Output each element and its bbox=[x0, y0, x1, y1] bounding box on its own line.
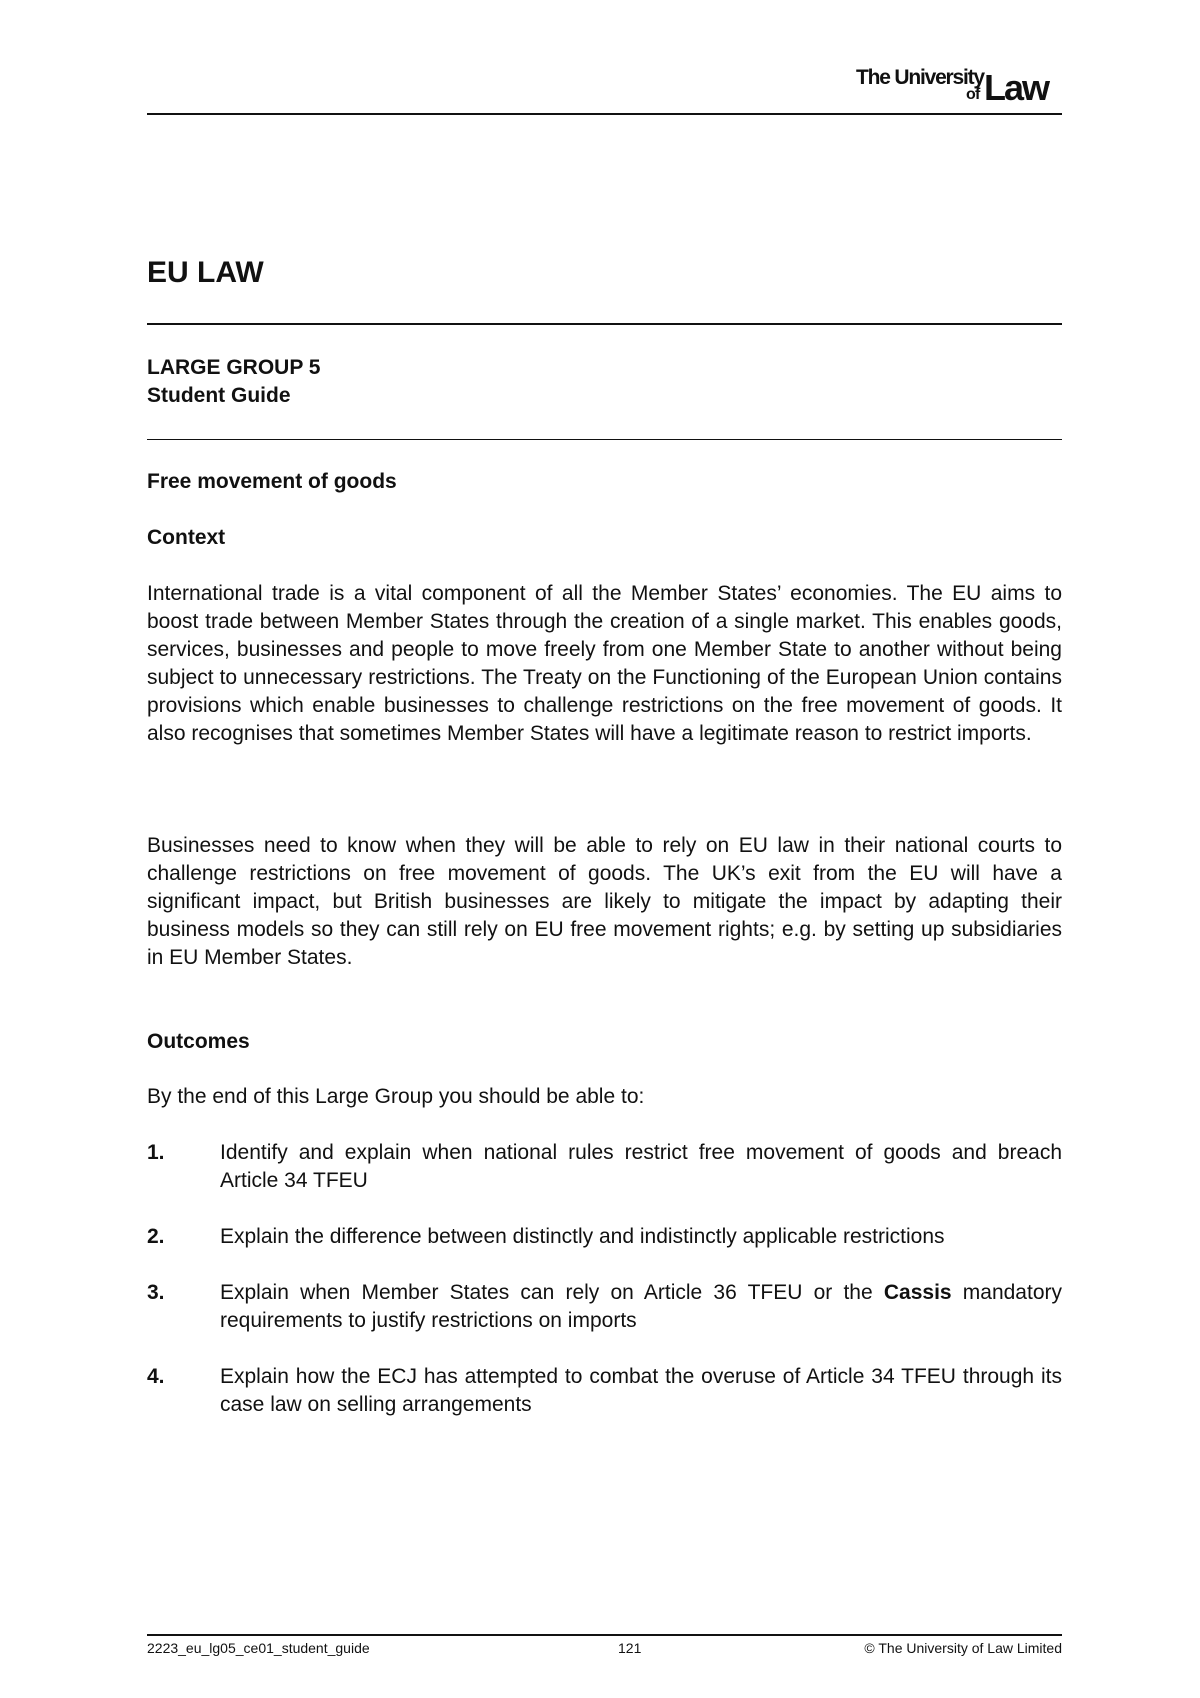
guide-label: Student Guide bbox=[147, 384, 291, 407]
outcome-item bbox=[147, 1363, 1062, 1419]
outcome-text: Explain the difference between distinctly and indistinctly applicable restrictions bbox=[220, 1225, 945, 1248]
outcome-item bbox=[147, 1223, 1062, 1251]
footer-copyright: © The University of Law Limited bbox=[864, 1640, 1062, 1656]
logo-of: of bbox=[966, 86, 980, 103]
footer-rule bbox=[147, 1634, 1062, 1636]
outcome-number: 4. bbox=[147, 1365, 165, 1388]
outcome-text-after: mandatory requirements to justify restrictions on imports bbox=[220, 1281, 1062, 1332]
outcome-number: 1. bbox=[147, 1141, 165, 1164]
outcome-text: Explain how the ECJ has attempted to combat the overuse of Article 34 TFEU through its case law on selling arrangements bbox=[220, 1365, 1062, 1416]
outcome-number: 2. bbox=[147, 1225, 165, 1248]
page-title: EU LAW bbox=[147, 256, 264, 289]
outcomes-heading: Outcomes bbox=[147, 1030, 250, 1053]
university-logo bbox=[856, 66, 1064, 108]
footer-page-number: 121 bbox=[618, 1640, 642, 1656]
subtitle-rule bbox=[147, 439, 1062, 440]
outcome-item bbox=[147, 1279, 1062, 1335]
logo-line-1: The University bbox=[856, 66, 984, 89]
outcome-text: Identify and explain when national rules restrict free movement of goods and breach Article 34 TFEU bbox=[220, 1141, 1062, 1192]
outcomes-intro: By the end of this Large Group you should be able to: bbox=[147, 1085, 645, 1108]
logo-law: Law bbox=[984, 67, 1049, 108]
context-paragraph-2: Businesses need to know when they will be able to rely on EU law in their national courts to challenge restrictions on free movement of goods. The UK’s exit from the EU will have a significant impact, but British businesses are likely to mitigate the impact by adapting their business models so they can still rely on EU free movement rights; e.g. by setting up subsidiaries in EU Member States. bbox=[147, 834, 1062, 969]
outcome-text bbox=[220, 1279, 1062, 1335]
cassis-term: Cassis bbox=[883, 1281, 952, 1304]
topic-heading: Free movement of goods bbox=[147, 470, 397, 493]
subtitle-block bbox=[147, 354, 320, 410]
title-rule bbox=[147, 323, 1062, 325]
outcome-number: 3. bbox=[147, 1281, 165, 1304]
group-label: LARGE GROUP 5 bbox=[147, 356, 321, 379]
header-rule bbox=[147, 113, 1062, 115]
footer-doc-code: 2223_eu_lg05_ce01_student_guide bbox=[147, 1640, 370, 1656]
context-paragraph-1: International trade is a vital component of all the Member States’ economies. The EU aims to boost trade between Member States through the creation of a single market. This enables goods, services, businesses and people to move freely from one Member State to another without being subject to unnecessary restrictions. The Treaty on the Functioning of the European Union contains provisions which enable businesses to challenge restrictions on the free movement of goods. It also recognises that sometimes Member States will have a legitimate reason to restrict imports. bbox=[147, 582, 1062, 745]
context-heading: Context bbox=[147, 526, 226, 549]
outcome-item bbox=[147, 1139, 1062, 1195]
outcome-text-before: Explain when Member States can rely on Article 36 TFEU or the bbox=[220, 1281, 884, 1304]
